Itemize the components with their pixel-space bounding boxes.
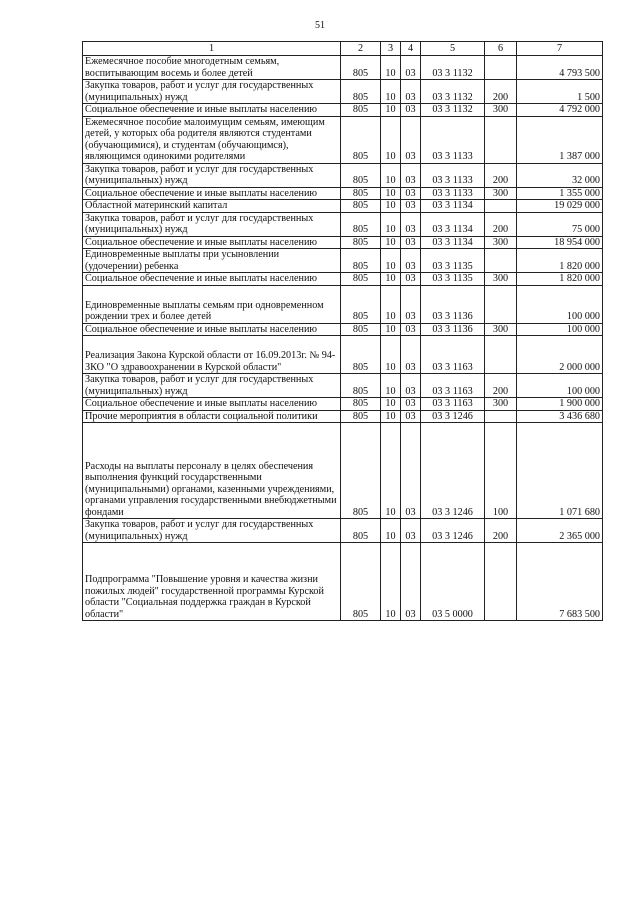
row-amount: 32 000 (517, 163, 603, 187)
row-subsection: 03 (401, 423, 421, 519)
row-expense-type (485, 116, 517, 163)
table-row (83, 56, 603, 80)
row-ministry: 805 (341, 187, 381, 200)
row-expense-type: 300 (485, 323, 517, 336)
row-name: Расходы на выплаты персоналу в целях обеспечения выполнения функций государственными (муниципальными) органами, казенными учреждениями, органами управления государственными внебюджетными фондами (83, 423, 341, 519)
row-subsection: 03 (401, 249, 421, 273)
row-amount: 1 820 000 (517, 249, 603, 273)
row-expense-type: 300 (485, 273, 517, 286)
row-subsection: 03 (401, 336, 421, 374)
row-name: Закупка товаров, работ и услуг для государственных (муниципальных) нужд (83, 163, 341, 187)
row-target-article: 03 3 1135 (421, 249, 485, 273)
header-cell-7: 7 (517, 42, 603, 56)
row-amount: 7 683 500 (517, 543, 603, 621)
table-row (83, 104, 603, 117)
row-ministry: 805 (341, 323, 381, 336)
table-row (83, 80, 603, 104)
row-expense-type (485, 200, 517, 213)
row-section: 10 (381, 104, 401, 117)
row-name: Закупка товаров, работ и услуг для государственных (муниципальных) нужд (83, 519, 341, 543)
row-amount: 1 900 000 (517, 398, 603, 411)
row-target-article: 03 5 0000 (421, 543, 485, 621)
row-section: 10 (381, 323, 401, 336)
row-expense-type: 200 (485, 80, 517, 104)
row-amount: 100 000 (517, 285, 603, 323)
row-name: Социальное обеспечение и иные выплаты населению (83, 104, 341, 117)
row-expense-type: 100 (485, 423, 517, 519)
row-expense-type: 200 (485, 163, 517, 187)
row-expense-type: 300 (485, 104, 517, 117)
row-ministry: 805 (341, 336, 381, 374)
row-ministry: 805 (341, 236, 381, 249)
row-ministry: 805 (341, 104, 381, 117)
row-name: Прочие мероприятия в области социальной политики (83, 410, 341, 423)
table-row (83, 543, 603, 621)
row-target-article: 03 3 1134 (421, 200, 485, 213)
row-subsection: 03 (401, 163, 421, 187)
row-expense-type: 300 (485, 187, 517, 200)
row-target-article: 03 3 1133 (421, 163, 485, 187)
row-ministry: 805 (341, 249, 381, 273)
row-ministry: 805 (341, 200, 381, 213)
row-name: Ежемесячное пособие малоимущим семьям, имеющим детей, у которых оба родителя являются студентами (обучающимися), и студентам (обучающимся), являющимся одинокими родителями (83, 116, 341, 163)
table-row (83, 116, 603, 163)
table-row (83, 374, 603, 398)
table-row (83, 423, 603, 519)
page-number: 51 (315, 20, 325, 31)
table-row (83, 323, 603, 336)
row-amount: 4 793 500 (517, 56, 603, 80)
row-subsection: 03 (401, 323, 421, 336)
row-ministry: 805 (341, 273, 381, 286)
row-name: Закупка товаров, работ и услуг для государственных (муниципальных) нужд (83, 212, 341, 236)
row-section: 10 (381, 200, 401, 213)
row-subsection: 03 (401, 212, 421, 236)
table-row (83, 336, 603, 374)
row-expense-type (485, 410, 517, 423)
row-ministry: 805 (341, 398, 381, 411)
row-section: 10 (381, 336, 401, 374)
row-expense-type (485, 543, 517, 621)
row-target-article: 03 3 1132 (421, 104, 485, 117)
header-cell-6: 6 (485, 42, 517, 56)
row-ministry: 805 (341, 374, 381, 398)
row-ministry: 805 (341, 212, 381, 236)
row-name: Единовременные выплаты семьям при одновременном рождении трех и более детей (83, 285, 341, 323)
row-subsection: 03 (401, 398, 421, 411)
row-target-article: 03 3 1132 (421, 80, 485, 104)
row-expense-type: 300 (485, 398, 517, 411)
row-expense-type: 200 (485, 519, 517, 543)
row-ministry: 805 (341, 543, 381, 621)
table-row (83, 410, 603, 423)
row-name: Ежемесячное пособие многодетным семьям, воспитывающим восемь и более детей (83, 56, 341, 80)
row-expense-type (485, 336, 517, 374)
row-subsection: 03 (401, 285, 421, 323)
table-row (83, 187, 603, 200)
row-subsection: 03 (401, 410, 421, 423)
row-name: Закупка товаров, работ и услуг для государственных (муниципальных) нужд (83, 374, 341, 398)
table-row (83, 285, 603, 323)
table-row (83, 273, 603, 286)
budget-table (82, 41, 603, 621)
row-amount: 1 820 000 (517, 273, 603, 286)
row-subsection: 03 (401, 56, 421, 80)
row-amount: 100 000 (517, 374, 603, 398)
row-name: Реализация Закона Курской области от 16.09.2013г. № 94-ЗКО "О здравоохранении в Курской области" (83, 336, 341, 374)
row-target-article: 03 3 1133 (421, 116, 485, 163)
row-target-article: 03 3 1163 (421, 336, 485, 374)
row-target-article: 03 3 1136 (421, 285, 485, 323)
header-row (83, 42, 603, 56)
row-name: Социальное обеспечение и иные выплаты населению (83, 187, 341, 200)
row-expense-type: 200 (485, 212, 517, 236)
row-expense-type (485, 56, 517, 80)
row-subsection: 03 (401, 236, 421, 249)
row-subsection: 03 (401, 200, 421, 213)
row-name: Областной материнский капитал (83, 200, 341, 213)
row-name: Социальное обеспечение и иные выплаты населению (83, 236, 341, 249)
row-amount: 2 365 000 (517, 519, 603, 543)
row-target-article: 03 3 1136 (421, 323, 485, 336)
row-expense-type (485, 249, 517, 273)
row-subsection: 03 (401, 187, 421, 200)
row-target-article: 03 3 1163 (421, 374, 485, 398)
row-expense-type (485, 285, 517, 323)
row-target-article: 03 3 1134 (421, 212, 485, 236)
row-name: Социальное обеспечение и иные выплаты населению (83, 323, 341, 336)
row-subsection: 03 (401, 543, 421, 621)
row-amount: 19 029 000 (517, 200, 603, 213)
table-row (83, 212, 603, 236)
row-subsection: 03 (401, 80, 421, 104)
row-name: Социальное обеспечение и иные выплаты населению (83, 398, 341, 411)
row-ministry: 805 (341, 285, 381, 323)
row-section: 10 (381, 163, 401, 187)
row-section: 10 (381, 398, 401, 411)
row-target-article: 03 3 1246 (421, 423, 485, 519)
row-ministry: 805 (341, 519, 381, 543)
row-amount: 100 000 (517, 323, 603, 336)
row-amount: 1 071 680 (517, 423, 603, 519)
table-row (83, 398, 603, 411)
table-row (83, 519, 603, 543)
row-expense-type: 200 (485, 374, 517, 398)
row-subsection: 03 (401, 374, 421, 398)
row-amount: 75 000 (517, 212, 603, 236)
row-name: Подпрограмма "Повышение уровня и качества жизни пожилых людей" государственной программы Курской области "Социальная поддержка граждан в Курской области" (83, 543, 341, 621)
header-cell-5: 5 (421, 42, 485, 56)
row-subsection: 03 (401, 116, 421, 163)
row-target-article: 03 3 1134 (421, 236, 485, 249)
header-cell-3: 3 (381, 42, 401, 56)
row-ministry: 805 (341, 56, 381, 80)
row-section: 10 (381, 285, 401, 323)
table-row (83, 249, 603, 273)
row-ministry: 805 (341, 80, 381, 104)
row-target-article: 03 3 1246 (421, 410, 485, 423)
table-row (83, 236, 603, 249)
row-section: 10 (381, 56, 401, 80)
row-amount: 1 500 (517, 80, 603, 104)
row-amount: 1 355 000 (517, 187, 603, 200)
row-target-article: 03 3 1135 (421, 273, 485, 286)
row-section: 10 (381, 116, 401, 163)
row-section: 10 (381, 374, 401, 398)
row-amount: 2 000 000 (517, 336, 603, 374)
table-row (83, 163, 603, 187)
row-section: 10 (381, 187, 401, 200)
row-target-article: 03 3 1246 (421, 519, 485, 543)
row-expense-type: 300 (485, 236, 517, 249)
row-amount: 4 792 000 (517, 104, 603, 117)
row-name: Социальное обеспечение и иные выплаты населению (83, 273, 341, 286)
row-section: 10 (381, 212, 401, 236)
row-section: 10 (381, 423, 401, 519)
row-section: 10 (381, 410, 401, 423)
row-target-article: 03 3 1163 (421, 398, 485, 411)
row-name: Закупка товаров, работ и услуг для государственных (муниципальных) нужд (83, 80, 341, 104)
row-subsection: 03 (401, 104, 421, 117)
row-name: Единовременные выплаты при усыновлении (удочерении) ребенка (83, 249, 341, 273)
row-amount: 1 387 000 (517, 116, 603, 163)
row-section: 10 (381, 273, 401, 286)
row-amount: 18 954 000 (517, 236, 603, 249)
row-target-article: 03 3 1133 (421, 187, 485, 200)
row-subsection: 03 (401, 273, 421, 286)
header-cell-2: 2 (341, 42, 381, 56)
header-cell-1: 1 (83, 42, 341, 56)
row-target-article: 03 3 1132 (421, 56, 485, 80)
row-section: 10 (381, 543, 401, 621)
row-ministry: 805 (341, 410, 381, 423)
header-cell-4: 4 (401, 42, 421, 56)
table-row (83, 200, 603, 213)
row-ministry: 805 (341, 116, 381, 163)
row-section: 10 (381, 249, 401, 273)
row-ministry: 805 (341, 163, 381, 187)
row-ministry: 805 (341, 423, 381, 519)
row-amount: 3 436 680 (517, 410, 603, 423)
row-section: 10 (381, 80, 401, 104)
row-subsection: 03 (401, 519, 421, 543)
row-section: 10 (381, 519, 401, 543)
row-section: 10 (381, 236, 401, 249)
